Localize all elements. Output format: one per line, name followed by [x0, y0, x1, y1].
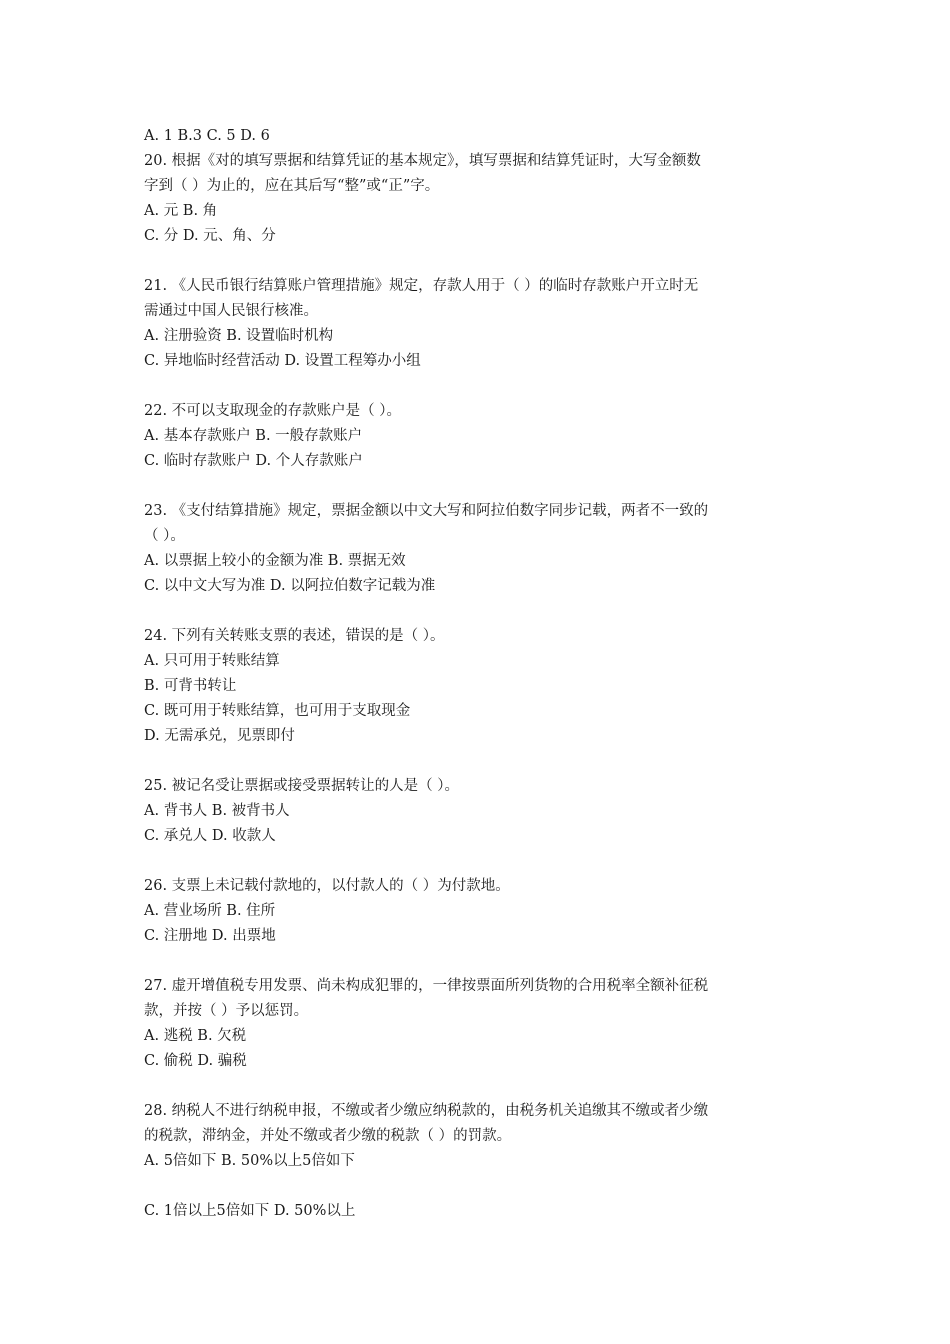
q27-stem-line1: 27. 虚开增值税专用发票、尚未构成犯罪的，一律按票面所列货物的合用税率全额补征税	[144, 978, 709, 994]
q26-options-cd: C. 注册地 D. 出票地	[144, 928, 276, 944]
q24-option-b: B. 可背书转让	[144, 678, 237, 694]
q19-options: A. 1 B.3 C. 5 D. 6	[144, 128, 270, 144]
q20-options-ab: A. 元 B. 角	[144, 203, 218, 219]
q24-option-c: C. 既可用于转账结算，也可用于支取现金	[144, 703, 411, 719]
question-21	[144, 274, 814, 374]
q23-options-ab: A. 以票据上较小的金额为准 B. 票据无效	[144, 553, 406, 569]
q28-options-cd: C. 1倍以上5倍如下 D. 50%以上	[144, 1203, 356, 1219]
q23-stem-line2: （ ）。	[144, 528, 185, 544]
q20-stem-line2: 字到（ ）为止的，应在其后写“整”或“正”字。	[144, 178, 440, 194]
q28-options-ab: A. 5倍如下 B. 50%以上5倍如下	[144, 1153, 355, 1169]
q27-stem-line2: 款，并按（ ）予以惩罚。	[144, 1003, 309, 1019]
spacer	[144, 474, 814, 499]
q28-stem-line1: 28. 纳税人不进行纳税申报，不缴或者少缴应纳税款的，由税务机关追缴其不缴或者少缴	[144, 1103, 709, 1119]
q21-stem-line2: 需通过中国人民银行核准。	[144, 303, 318, 319]
q25-options-cd: C. 承兑人 D. 收款人	[144, 828, 276, 844]
q21-options-cd: C. 异地临时经营活动 D. 设置工程筹办小组	[144, 353, 421, 369]
spacer	[144, 599, 814, 624]
q23-options-cd: C. 以中文大写为准 D. 以阿拉伯数字记载为准	[144, 578, 436, 594]
spacer	[144, 249, 814, 274]
q25-stem: 25. 被记名受让票据或接受票据转让的人是（ ）。	[144, 778, 460, 794]
question-28	[144, 1099, 814, 1224]
q20-stem-line1: 20. 根据《对的填写票据和结算凭证的基本规定》，填写票据和结算凭证时，大写金额数	[144, 153, 701, 169]
q20-options-cd: C. 分 D. 元、角、分	[144, 228, 276, 244]
question-24	[144, 624, 814, 749]
q26-options-ab: A. 营业场所 B. 住所	[144, 903, 276, 919]
question-23	[144, 499, 814, 599]
spacer	[144, 1174, 814, 1199]
q25-options-ab: A. 背书人 B. 被背书人	[144, 803, 290, 819]
q26-stem: 26. 支票上未记载付款地的，以付款人的（ ）为付款地。	[144, 878, 510, 894]
spacer	[144, 374, 814, 399]
question-27	[144, 974, 814, 1074]
q22-stem: 22. 不可以支取现金的存款账户是（ ）。	[144, 403, 402, 419]
question-20	[144, 149, 814, 249]
q22-options-cd: C. 临时存款账户 D. 个人存款账户	[144, 453, 363, 469]
spacer	[144, 849, 814, 874]
q22-options-ab: A. 基本存款账户 B. 一般存款账户	[144, 428, 363, 444]
spacer	[144, 749, 814, 774]
q21-stem-line1: 21. 《人民币银行结算账户管理措施》规定，存款人用于（ ）的临时存款账户开立时无	[144, 278, 699, 294]
q28-stem-line2: 的税款，滞纳金，并处不缴或者少缴的税款（ ）的罚款。	[144, 1128, 512, 1144]
q27-options-ab: A. 逃税 B. 欠税	[144, 1028, 247, 1044]
spacer	[144, 1074, 814, 1099]
exam-text	[144, 124, 814, 1224]
q24-option-a: A. 只可用于转账结算	[144, 653, 280, 669]
q21-options-ab: A. 注册验资 B. 设置临时机构	[144, 328, 334, 344]
q24-option-d: D. 无需承兑，见票即付	[144, 728, 295, 744]
question-25	[144, 774, 814, 849]
q23-stem-line1: 23. 《支付结算措施》规定，票据金额以中文大写和阿拉伯数字同步记载，两者不一致的	[144, 503, 709, 519]
q24-stem: 24. 下列有关转账支票的表述，错误的是（ ）。	[144, 628, 445, 644]
q27-options-cd: C. 偷税 D. 骗税	[144, 1053, 247, 1069]
spacer	[144, 949, 814, 974]
question-26	[144, 874, 814, 949]
question-22	[144, 399, 814, 474]
